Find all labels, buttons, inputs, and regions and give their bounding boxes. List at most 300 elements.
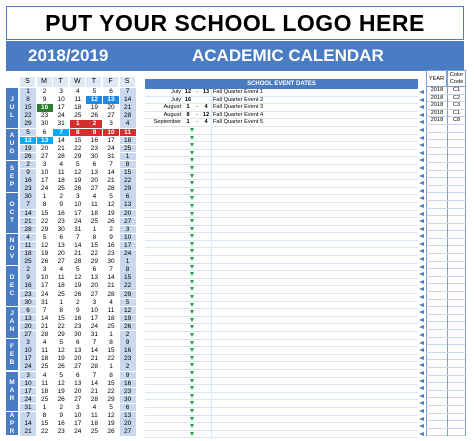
year-cell[interactable]	[426, 284, 447, 291]
calendar-day: 9	[86, 129, 102, 137]
calendar-day: 12	[57, 379, 65, 387]
event-row[interactable]	[145, 211, 418, 219]
dropdown-indicator-icon[interactable]	[190, 189, 194, 193]
dropdown-indicator-icon[interactable]	[190, 166, 194, 170]
year-code-row[interactable]	[426, 338, 466, 346]
year-cell[interactable]: 2018	[426, 110, 447, 117]
year-cell[interactable]	[426, 391, 447, 398]
event-row[interactable]	[145, 362, 418, 370]
color-code-cell[interactable]	[447, 178, 466, 185]
event-row[interactable]	[145, 165, 418, 173]
dropdown-indicator-icon[interactable]	[190, 341, 194, 345]
event-row[interactable]	[145, 173, 418, 181]
color-code-cell[interactable]	[447, 338, 466, 345]
calendar-day: 31	[57, 120, 65, 128]
color-code-cell[interactable]	[447, 376, 466, 383]
dropdown-indicator-icon[interactable]	[190, 265, 194, 269]
dropdown-indicator-icon[interactable]	[190, 234, 194, 238]
year-code-row[interactable]	[426, 140, 466, 148]
calendar-day: 20	[74, 355, 82, 363]
dropdown-indicator-icon[interactable]	[190, 363, 194, 367]
year-code-row[interactable]	[426, 429, 466, 437]
calendar-day: 23	[120, 388, 136, 396]
dropdown-indicator-icon[interactable]	[190, 158, 194, 162]
event-row[interactable]	[145, 127, 418, 135]
year-cell[interactable]: 2018	[426, 102, 447, 109]
dropdown-indicator-icon[interactable]	[190, 432, 194, 436]
event-row[interactable]	[145, 256, 418, 264]
dropdown-indicator-icon[interactable]	[190, 371, 194, 375]
year-code-row[interactable]	[426, 133, 466, 141]
event-row[interactable]	[145, 385, 418, 393]
year-code-row[interactable]	[426, 110, 466, 118]
calendar-day: 16	[37, 104, 53, 112]
year-code-header	[426, 70, 466, 87]
year-cell[interactable]	[426, 163, 447, 170]
event-row[interactable]	[145, 294, 418, 302]
dropdown-indicator-icon[interactable]	[190, 242, 194, 246]
color-code-cell[interactable]	[447, 239, 466, 246]
year-cell[interactable]	[426, 262, 447, 269]
year-cell[interactable]: 2018	[426, 117, 447, 124]
color-code-cell[interactable]	[447, 292, 466, 299]
event-row[interactable]	[145, 431, 418, 439]
year-code-row[interactable]	[426, 95, 466, 103]
year-code-row[interactable]	[426, 376, 466, 384]
year-code-row[interactable]	[426, 201, 466, 209]
year-cell[interactable]	[426, 338, 447, 345]
event-row[interactable]	[145, 264, 418, 272]
color-code-cell[interactable]	[447, 133, 466, 140]
calendar-day: 19	[120, 315, 136, 323]
color-code-cell[interactable]: C1	[447, 87, 466, 94]
calendar-day: 13	[103, 96, 119, 104]
year-code-row[interactable]	[426, 163, 466, 171]
year-cell[interactable]	[426, 201, 447, 208]
calendar-day: 14	[120, 96, 136, 104]
year-code-row[interactable]	[426, 421, 466, 429]
year-code-row[interactable]	[426, 193, 466, 201]
year-code-row[interactable]	[426, 148, 466, 156]
color-code-cell[interactable]	[447, 140, 466, 147]
dropdown-indicator-icon[interactable]	[190, 136, 194, 140]
color-code-cell[interactable]	[447, 193, 466, 200]
dropdown-indicator-icon[interactable]	[190, 174, 194, 178]
color-code-cell[interactable]	[447, 368, 466, 375]
row-marker-icon	[419, 158, 424, 162]
color-code-cell[interactable]	[447, 406, 466, 413]
event-row[interactable]	[145, 279, 418, 287]
calendar-day: 9	[120, 372, 136, 380]
calendar-day: 28	[120, 112, 136, 120]
calendar-day: 17	[107, 136, 115, 144]
dropdown-indicator-icon[interactable]	[190, 257, 194, 261]
calendar-title: ACADEMIC CALENDAR	[192, 46, 384, 65]
calendar-day: 9	[20, 274, 36, 282]
year-code-row[interactable]	[426, 307, 466, 315]
calendar-day: 17	[40, 282, 49, 290]
color-code-cell[interactable]	[447, 186, 466, 193]
year-code-row[interactable]	[426, 398, 466, 406]
color-code-cell[interactable]	[447, 254, 466, 261]
event-row[interactable]	[145, 317, 418, 325]
event-month: July	[171, 96, 181, 103]
calendar-day: 1	[42, 403, 47, 411]
year-cell[interactable]	[426, 292, 447, 299]
event-month: August	[163, 111, 181, 118]
year-cell[interactable]	[426, 414, 447, 421]
year-cell[interactable]	[426, 307, 447, 314]
dropdown-indicator-icon[interactable]	[190, 227, 194, 231]
year-cell[interactable]	[426, 330, 447, 337]
calendar-day: 1	[109, 331, 113, 338]
event-d1: 16	[184, 96, 192, 103]
year-code-row[interactable]	[426, 277, 466, 285]
year-code-row[interactable]	[426, 102, 466, 110]
calendar-day: 28	[107, 185, 115, 193]
dropdown-indicator-icon[interactable]	[190, 280, 194, 284]
year-cell[interactable]	[426, 148, 447, 155]
year-code-row[interactable]	[426, 269, 466, 277]
year-cell[interactable]	[426, 360, 447, 367]
calendar-day: 15	[90, 241, 98, 249]
color-code-cell[interactable]	[447, 300, 466, 307]
year-cell[interactable]: 2018	[426, 87, 447, 94]
year-code-row[interactable]	[426, 383, 466, 391]
calendar-day: 1	[120, 258, 136, 266]
year-cell[interactable]	[426, 277, 447, 284]
calendar-day: 31	[107, 152, 115, 160]
event-row[interactable]	[145, 416, 418, 424]
calendar-day: 28	[90, 395, 98, 403]
calendar-day: 8	[59, 306, 63, 314]
year-code-row[interactable]	[426, 117, 466, 125]
calendar-day: 23	[107, 250, 115, 257]
color-code-cell[interactable]	[447, 125, 466, 132]
color-code-cell[interactable]	[447, 322, 466, 329]
color-code-cell[interactable]	[447, 262, 466, 269]
color-code-cell[interactable]	[447, 315, 466, 322]
year-code-row[interactable]	[426, 155, 466, 163]
calendar-day: 4	[42, 371, 47, 379]
year-cell[interactable]	[426, 269, 447, 276]
year-cell[interactable]	[426, 406, 447, 413]
event-row[interactable]	[145, 180, 418, 188]
event-row[interactable]	[145, 135, 418, 143]
event-row[interactable]	[145, 218, 418, 226]
color-code-cell[interactable]	[447, 224, 466, 231]
event-row[interactable]	[145, 370, 418, 378]
dropdown-indicator-icon[interactable]	[190, 386, 194, 390]
event-row[interactable]	[145, 157, 418, 165]
event-row[interactable]	[145, 241, 418, 249]
calendar-day: 5	[75, 266, 80, 274]
year-cell[interactable]	[426, 140, 447, 147]
year-code-row[interactable]	[426, 315, 466, 323]
year-cell[interactable]	[426, 383, 447, 390]
year-code-row[interactable]	[426, 239, 466, 247]
event-row[interactable]	[145, 347, 418, 355]
row-marker-icon	[419, 120, 424, 124]
color-code-cell[interactable]: C3	[447, 102, 466, 109]
year-code-row[interactable]	[426, 391, 466, 399]
calendar-day: 30	[120, 396, 136, 404]
year-cell[interactable]	[426, 421, 447, 428]
color-code-cell[interactable]	[447, 201, 466, 208]
event-row[interactable]	[145, 226, 418, 234]
event-row[interactable]	[145, 408, 418, 416]
year-code-row[interactable]	[426, 360, 466, 368]
year-code-row[interactable]	[426, 254, 466, 262]
calendar-day: 2	[59, 403, 63, 411]
color-code-cell[interactable]	[447, 246, 466, 253]
color-code-cell[interactable]: C8	[447, 117, 466, 124]
dropdown-indicator-icon[interactable]	[190, 310, 194, 314]
calendar-day: 29	[107, 395, 115, 403]
year-cell[interactable]	[426, 209, 447, 216]
event-row[interactable]	[145, 112, 418, 120]
color-code-cell[interactable]	[447, 330, 466, 337]
calendar-day: 30	[20, 193, 36, 201]
event-dash: -	[196, 104, 198, 111]
calendar-day: 31	[40, 298, 49, 306]
year-cell[interactable]	[426, 353, 447, 360]
event-row[interactable]	[145, 142, 418, 150]
calendar-day: 10	[90, 306, 98, 314]
dropdown-indicator-icon[interactable]	[190, 143, 194, 147]
calendar-day: 20	[40, 144, 49, 152]
year-cell[interactable]	[426, 322, 447, 329]
row-marker-icon	[419, 394, 424, 398]
color-code-cell[interactable]	[447, 163, 466, 170]
calendar-day: 17	[74, 420, 82, 428]
color-code-cell[interactable]	[447, 421, 466, 428]
event-row[interactable]	[145, 233, 418, 241]
year-cell[interactable]: 2018	[426, 95, 447, 102]
year-cell[interactable]	[426, 315, 447, 322]
color-code-cell[interactable]	[447, 231, 466, 238]
dropdown-indicator-icon[interactable]	[190, 196, 194, 200]
month-label: F E B	[6, 339, 18, 370]
event-row[interactable]	[145, 97, 418, 105]
event-row[interactable]	[145, 104, 418, 112]
year-code-row[interactable]	[426, 322, 466, 330]
year-color-code-table	[426, 70, 466, 436]
year-code-row[interactable]	[426, 186, 466, 194]
calendar-day: 21	[107, 177, 115, 185]
dropdown-indicator-icon[interactable]	[190, 151, 194, 155]
calendar-day: 16	[120, 347, 136, 355]
dropdown-indicator-icon[interactable]	[190, 379, 194, 383]
year-code-row[interactable]	[426, 353, 466, 361]
calendar-day: 16	[20, 177, 36, 185]
year-cell[interactable]	[426, 171, 447, 178]
calendar-day: 12	[20, 137, 36, 145]
event-row[interactable]	[145, 309, 418, 317]
event-row[interactable]	[145, 324, 418, 332]
year-cell[interactable]	[426, 231, 447, 238]
event-row[interactable]	[145, 302, 418, 310]
calendar-day: 27	[90, 290, 98, 298]
calendar-day: 20	[74, 387, 82, 395]
year-code-row[interactable]	[426, 216, 466, 224]
event-row[interactable]	[145, 188, 418, 196]
year-code-row[interactable]	[426, 246, 466, 254]
year-cell[interactable]	[426, 133, 447, 140]
year-cell[interactable]	[426, 300, 447, 307]
year-code-row[interactable]	[426, 178, 466, 186]
dropdown-indicator-icon[interactable]	[190, 212, 194, 216]
event-row[interactable]	[145, 400, 418, 408]
year-code-row[interactable]	[426, 284, 466, 292]
year-code-row[interactable]	[426, 345, 466, 353]
calendar-day: 26	[107, 428, 115, 436]
dropdown-indicator-icon[interactable]	[190, 325, 194, 329]
event-row[interactable]	[145, 332, 418, 340]
event-row[interactable]	[145, 423, 418, 431]
calendar-day: 21	[107, 282, 115, 290]
color-code-cell[interactable]	[447, 148, 466, 155]
year-cell[interactable]	[426, 125, 447, 132]
year-cell[interactable]	[426, 216, 447, 223]
month-label: J U L	[6, 88, 18, 128]
event-row[interactable]	[145, 89, 418, 97]
dropdown-indicator-icon[interactable]	[190, 394, 194, 398]
color-code-cell[interactable]	[447, 383, 466, 390]
calendar-day: 12	[107, 412, 115, 419]
calendar-day: 10	[103, 129, 119, 137]
color-code-cell[interactable]: C1	[447, 110, 466, 117]
color-code-cell[interactable]	[447, 277, 466, 284]
year-cell[interactable]	[426, 345, 447, 352]
event-month: August	[163, 104, 181, 111]
dropdown-indicator-icon[interactable]	[190, 356, 194, 360]
year-code-row[interactable]	[426, 330, 466, 338]
color-code-cell[interactable]	[447, 429, 466, 436]
dropdown-indicator-icon[interactable]	[190, 249, 194, 253]
calendar-day: 16	[74, 314, 82, 322]
calendar-day: 14	[90, 347, 98, 355]
event-row[interactable]	[145, 195, 418, 203]
color-code-cell[interactable]	[447, 345, 466, 352]
dropdown-indicator-icon[interactable]	[190, 287, 194, 291]
color-code-cell[interactable]	[447, 155, 466, 162]
year-code-row[interactable]	[426, 368, 466, 376]
year-cell[interactable]	[426, 239, 447, 246]
dropdown-indicator-icon[interactable]	[190, 295, 194, 299]
calendar-day: 15	[57, 314, 65, 322]
color-code-cell[interactable]	[447, 360, 466, 367]
year-cell[interactable]	[426, 254, 447, 261]
year-code-row[interactable]	[426, 209, 466, 217]
event-row[interactable]	[145, 119, 418, 127]
color-code-cell[interactable]: C2	[447, 95, 466, 102]
calendar-day: 11	[91, 412, 98, 419]
year-code-row[interactable]	[426, 171, 466, 179]
color-code-cell[interactable]	[447, 391, 466, 398]
color-code-cell[interactable]	[447, 284, 466, 291]
dropdown-indicator-icon[interactable]	[190, 318, 194, 322]
event-row[interactable]	[145, 340, 418, 348]
calendar-day: 23	[90, 144, 98, 152]
calendar-day: 25	[120, 145, 136, 153]
calendar-day: 3	[75, 403, 80, 411]
calendar-day: 24	[57, 112, 65, 120]
event-row[interactable]	[145, 393, 418, 401]
calendar-day: 28	[40, 331, 49, 338]
year-cell[interactable]	[426, 246, 447, 253]
year-cell[interactable]	[426, 398, 447, 405]
dropdown-indicator-icon[interactable]	[190, 417, 194, 421]
event-row[interactable]	[145, 355, 418, 363]
dropdown-indicator-icon[interactable]	[190, 333, 194, 337]
event-row[interactable]	[145, 378, 418, 386]
year-code-row[interactable]	[426, 262, 466, 270]
calendar-day: 6	[75, 371, 80, 379]
year-code-row[interactable]	[426, 406, 466, 414]
dropdown-indicator-icon[interactable]	[190, 409, 194, 413]
year-cell[interactable]	[426, 155, 447, 162]
calendar-day: 4	[92, 193, 97, 201]
row-marker-icon	[419, 143, 424, 147]
color-code-cell[interactable]	[447, 216, 466, 223]
event-row[interactable]	[145, 271, 418, 279]
year-code-row[interactable]	[426, 224, 466, 232]
dropdown-indicator-icon[interactable]	[190, 181, 194, 185]
color-code-cell[interactable]	[447, 307, 466, 314]
calendar-day: 17	[57, 104, 65, 112]
year-code-row[interactable]	[426, 231, 466, 239]
event-row[interactable]	[145, 286, 418, 294]
color-code-cell[interactable]	[447, 269, 466, 276]
color-code-cell[interactable]	[447, 414, 466, 421]
dropdown-indicator-icon[interactable]	[190, 303, 194, 307]
year-cell[interactable]	[426, 368, 447, 375]
color-code-cell[interactable]	[447, 353, 466, 360]
row-marker-icon	[419, 234, 424, 238]
year-code-row[interactable]	[426, 292, 466, 300]
year-cell[interactable]	[426, 178, 447, 185]
color-code-cell[interactable]	[447, 171, 466, 178]
color-code-cell[interactable]	[447, 398, 466, 405]
year-cell[interactable]	[426, 186, 447, 193]
calendar-day: 9	[59, 412, 63, 419]
dropdown-indicator-icon[interactable]	[190, 219, 194, 223]
year-cell[interactable]	[426, 429, 447, 436]
calendar-day: 8	[20, 96, 36, 104]
calendar-day: 6	[20, 307, 36, 315]
year-code-row[interactable]	[426, 414, 466, 422]
event-row[interactable]	[145, 248, 418, 256]
dropdown-indicator-icon[interactable]	[190, 272, 194, 276]
dropdown-indicator-icon[interactable]	[190, 424, 194, 428]
year-code-row[interactable]	[426, 125, 466, 133]
year-cell[interactable]	[426, 193, 447, 200]
dropdown-indicator-icon[interactable]	[190, 128, 194, 132]
color-code-cell[interactable]	[447, 209, 466, 216]
dropdown-indicator-icon[interactable]	[190, 204, 194, 208]
event-row[interactable]	[145, 150, 418, 158]
year-cell[interactable]	[426, 376, 447, 383]
event-row[interactable]	[145, 203, 418, 211]
dropdown-indicator-icon[interactable]	[190, 401, 194, 405]
dropdown-indicator-icon[interactable]	[190, 348, 194, 352]
year-code-row[interactable]	[426, 87, 466, 95]
year-code-row[interactable]	[426, 300, 466, 308]
calendar-day: 14	[20, 210, 36, 218]
year-cell[interactable]	[426, 224, 447, 231]
row-marker-icon	[419, 105, 424, 109]
